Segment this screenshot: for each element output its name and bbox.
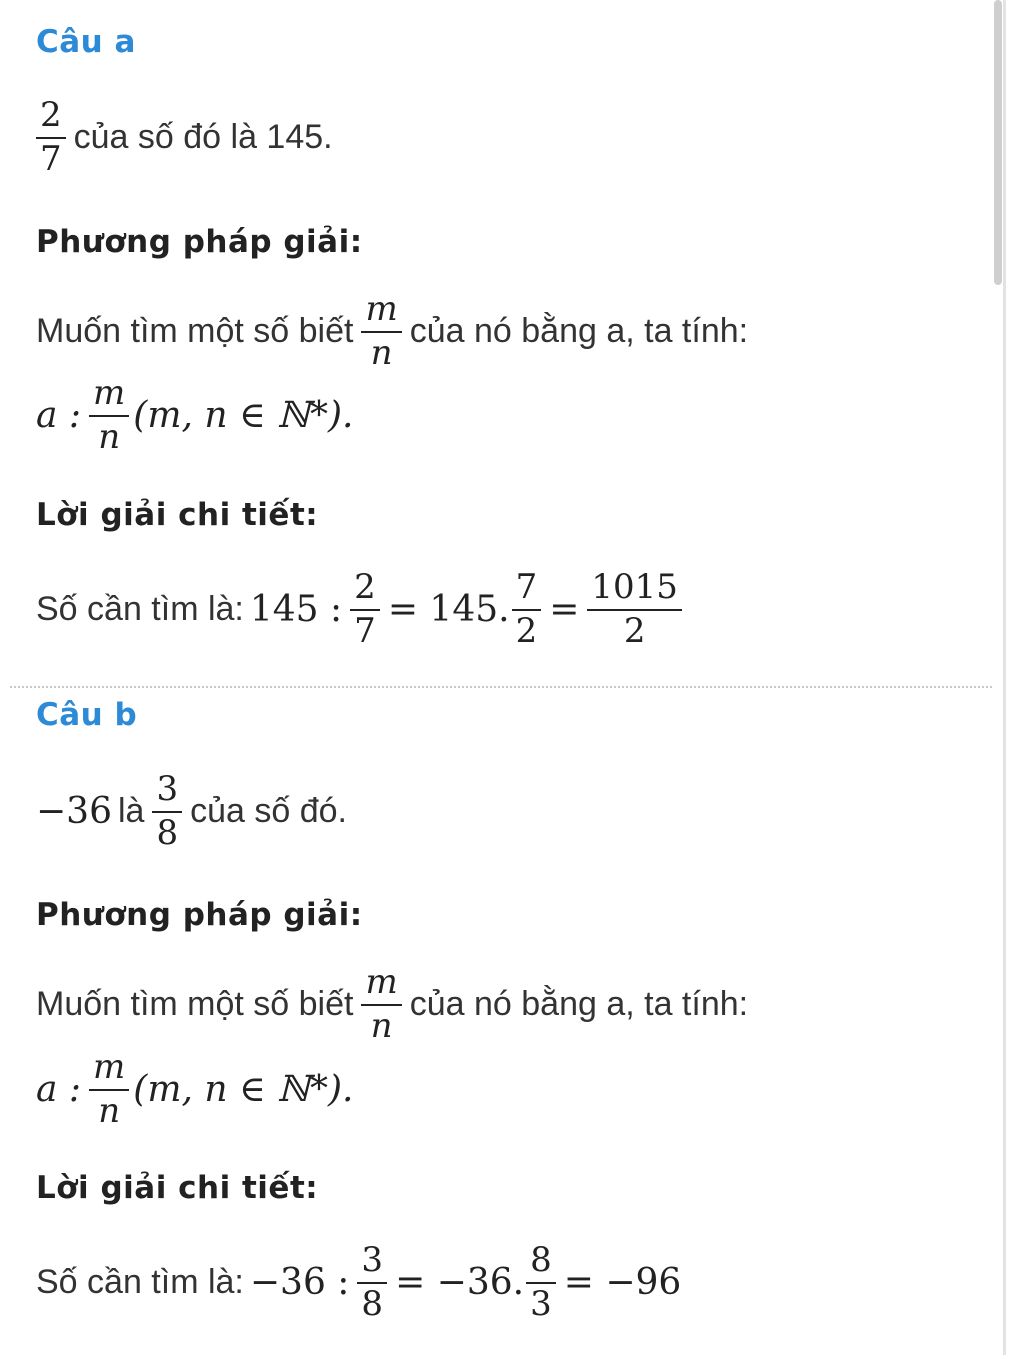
fraction-denominator: 2 [515,610,538,651]
problem-b-fraction [152,769,182,853]
solution-line-b [36,1240,682,1324]
solution-text-b: Số cần tìm là: [36,1263,244,1302]
fraction-numerator: 2 [40,95,62,135]
fraction-denominator: n [370,332,393,373]
fraction-numerator: 3 [156,769,179,809]
fraction-denominator: 7 [40,138,62,179]
solution-b-eq2: = −96 [563,1262,682,1304]
fraction-numerator: 2 [354,567,376,607]
scrollbar-thumb[interactable] [994,0,1002,285]
fraction-denominator: 7 [354,610,376,651]
problem-b [36,769,347,853]
fraction-numerator: 1015 [591,567,678,607]
solution-b-fraction-2 [526,1240,556,1324]
method-text-a-2: của nó bằng a, ta tính: [409,312,749,351]
fraction-denominator: n [98,1090,121,1131]
solution-a-fraction-1 [350,567,380,651]
formula-b-fraction [89,1047,129,1131]
method-text-b-2: của nó bằng a, ta tính: [409,985,749,1024]
fraction-denominator: 2 [623,610,646,651]
formula-a-lhs: a : [36,395,82,437]
formula-b-condition: (m, n ∈ ℕ*). [133,1069,354,1111]
fraction-denominator: 8 [361,1283,384,1324]
problem-a-text: của số đó là 145. [73,118,333,157]
method-line-a [36,289,749,373]
formula-a-fraction [89,373,129,457]
problem-a-fraction [36,95,66,179]
problem-b-number: −36 [36,791,112,833]
formula-a [36,373,354,457]
solution-a-eq2: = [549,589,580,631]
section-divider [10,686,992,688]
fraction-denominator: n [370,1005,393,1046]
fraction-denominator: 8 [156,812,179,853]
problem-b-mid: là [117,792,145,831]
solution-b-fraction-1 [357,1240,387,1324]
problem-a [36,95,333,179]
method-heading-b: Phương pháp giải: [36,897,363,933]
fraction-numerator: m [93,373,126,413]
problem-b-text: của số đó. [190,792,347,831]
solution-line-a [36,567,690,651]
fraction-denominator: 3 [530,1283,552,1324]
fraction-numerator: m [365,289,398,329]
solution-b-start: −36 : [249,1262,350,1304]
solution-text-a: Số cần tìm là: [36,590,244,629]
method-heading-a: Phương pháp giải: [36,224,363,260]
method-fraction-a [361,289,401,373]
formula-b-lhs: a : [36,1069,82,1111]
solution-a-start: 145 : [249,589,343,631]
fraction-numerator: 7 [515,567,538,607]
solution-b-eq1: = −36. [395,1262,525,1304]
method-line-b [36,962,749,1046]
fraction-numerator: 3 [361,1240,384,1280]
page-edge [1003,0,1006,1355]
fraction-numerator: 8 [530,1240,552,1280]
solution-heading-a: Lời giải chi tiết: [36,497,319,533]
fraction-numerator: m [365,962,398,1002]
section-title-b: Câu b [36,697,138,733]
solution-a-fraction-2 [512,567,542,651]
section-title-a: Câu a [36,24,136,60]
formula-a-condition: (m, n ∈ ℕ*). [133,395,354,437]
solution-a-fraction-3 [587,567,682,651]
solution-heading-b: Lời giải chi tiết: [36,1170,319,1206]
solution-a-eq1: = 145. [387,589,510,631]
method-fraction-b [361,962,401,1046]
fraction-denominator: n [98,416,121,457]
method-text-a-1: Muốn tìm một số biết [36,312,354,351]
fraction-numerator: m [93,1047,126,1087]
formula-b [36,1047,354,1131]
method-text-b-1: Muốn tìm một số biết [36,985,354,1024]
